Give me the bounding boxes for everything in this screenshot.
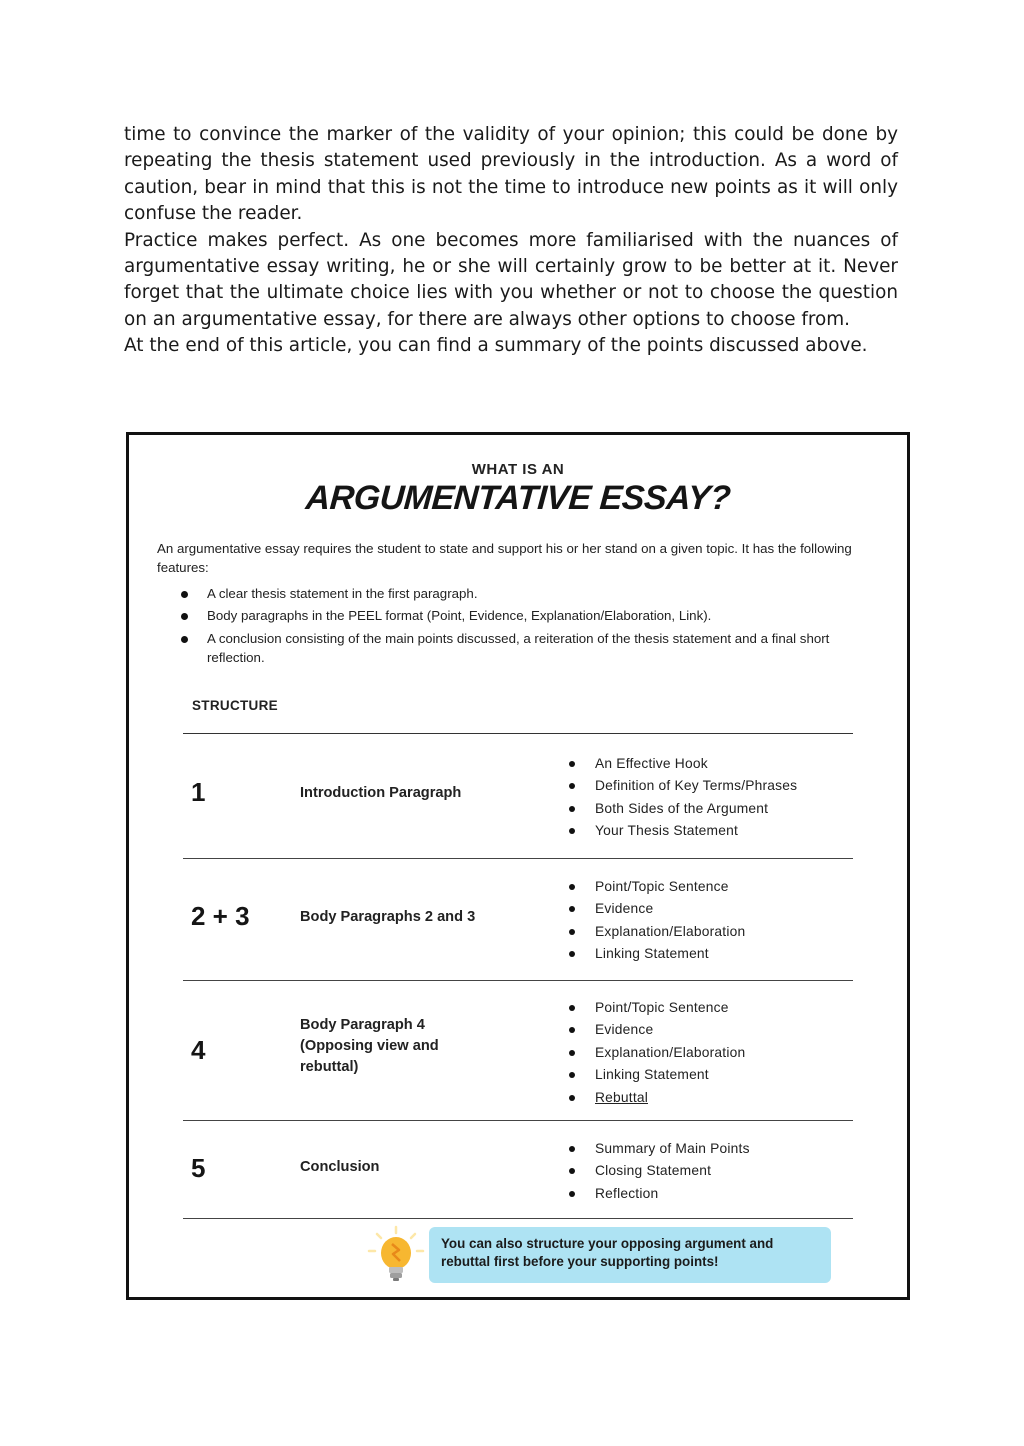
argumentative-essay-infographic <box>126 432 910 1300</box>
row-title: Body Paragraph 4 (Opposing view and rebuttal) <box>300 1017 439 1075</box>
row-point: Evidence <box>569 1019 745 1041</box>
row-point-label: Rebuttal <box>595 1089 648 1105</box>
structure-row-1 <box>183 755 853 855</box>
row-point: Closing Statement <box>569 1160 750 1182</box>
row-point: Linking Statement <box>569 943 745 965</box>
row-point <box>569 1087 745 1109</box>
row-number: 2 + 3 <box>191 901 250 931</box>
row-point: Both Sides of the Argument <box>569 798 797 820</box>
infographic-kicker: WHAT IS AN <box>471 461 565 478</box>
divider <box>183 733 853 734</box>
infographic-intro: An argumentative essay requires the student to state and support his or her stand on a given topic. It has the following features: <box>157 541 852 575</box>
article-paragraph-summary-note: At the end of this article, you can find a summary of the points discussed above. <box>124 335 868 357</box>
row-title: Conclusion <box>300 1159 380 1175</box>
row-point: Summary of Main Points <box>569 1138 750 1160</box>
row-number: 1 <box>191 777 206 807</box>
feature-item: Body paragraphs in the PEEL format (Point, Evidence, Explanation/Elaboration, Link). <box>181 607 881 626</box>
row-point: Evidence <box>569 898 745 920</box>
infographic-title: ARGUMENTATIVE ESSAY? <box>304 479 732 517</box>
article-paragraph-practice: Practice makes perfect. As one becomes more familiarised with the nuances of argumentative essay writing, he or she will certainly grow to be better at it. Never forget that the ultimate choice lies with you whether or not to choose the question on an argumentative essay, for there are always other options to choose from. <box>124 229 898 330</box>
structure-row-4 <box>183 1137 853 1217</box>
article-paragraph-conclusion: time to convince the marker of the validity of your opinion; this could be done by repeating the thesis statement used previously in the introduction. As a word of caution, bear in mind that this is not the time to introduce new points as it will only confuse the reader. <box>124 124 898 225</box>
structure-heading: STRUCTURE <box>192 698 278 713</box>
lightbulb-icon <box>365 1225 427 1285</box>
structure-row-3 <box>183 997 853 1119</box>
feature-item: A clear thesis statement in the first paragraph. <box>181 585 881 604</box>
row-points <box>569 876 745 966</box>
features-list <box>181 585 881 671</box>
row-point: An Effective Hook <box>569 753 797 775</box>
divider <box>183 980 853 981</box>
row-points <box>569 1138 750 1205</box>
structure-row-2 <box>183 877 853 977</box>
row-point: Linking Statement <box>569 1064 745 1086</box>
row-points <box>569 753 797 843</box>
row-title: Introduction Paragraph <box>300 785 462 801</box>
row-point: Your Thesis Statement <box>569 820 797 842</box>
article-body <box>124 122 898 360</box>
row-point: Explanation/Elaboration <box>569 1042 745 1064</box>
row-point: Point/Topic Sentence <box>569 876 745 898</box>
row-number: 5 <box>191 1153 206 1183</box>
row-points <box>569 997 745 1109</box>
divider <box>183 858 853 859</box>
feature-item: A conclusion consisting of the main points discussed, a reiteration of the thesis statement and a final short reflection. <box>181 630 881 668</box>
row-number: 4 <box>191 1035 206 1065</box>
row-title: Body Paragraphs 2 and 3 <box>300 909 476 925</box>
row-point: Reflection <box>569 1183 750 1205</box>
row-point: Explanation/Elaboration <box>569 921 745 943</box>
row-point: Definition of Key Terms/Phrases <box>569 775 797 797</box>
tip-callout <box>365 1225 835 1285</box>
row-point: Point/Topic Sentence <box>569 997 745 1019</box>
divider <box>183 1218 853 1219</box>
divider <box>183 1120 853 1121</box>
tip-text: You can also structure your opposing argument and rebuttal first before your supporting points! <box>429 1227 831 1283</box>
